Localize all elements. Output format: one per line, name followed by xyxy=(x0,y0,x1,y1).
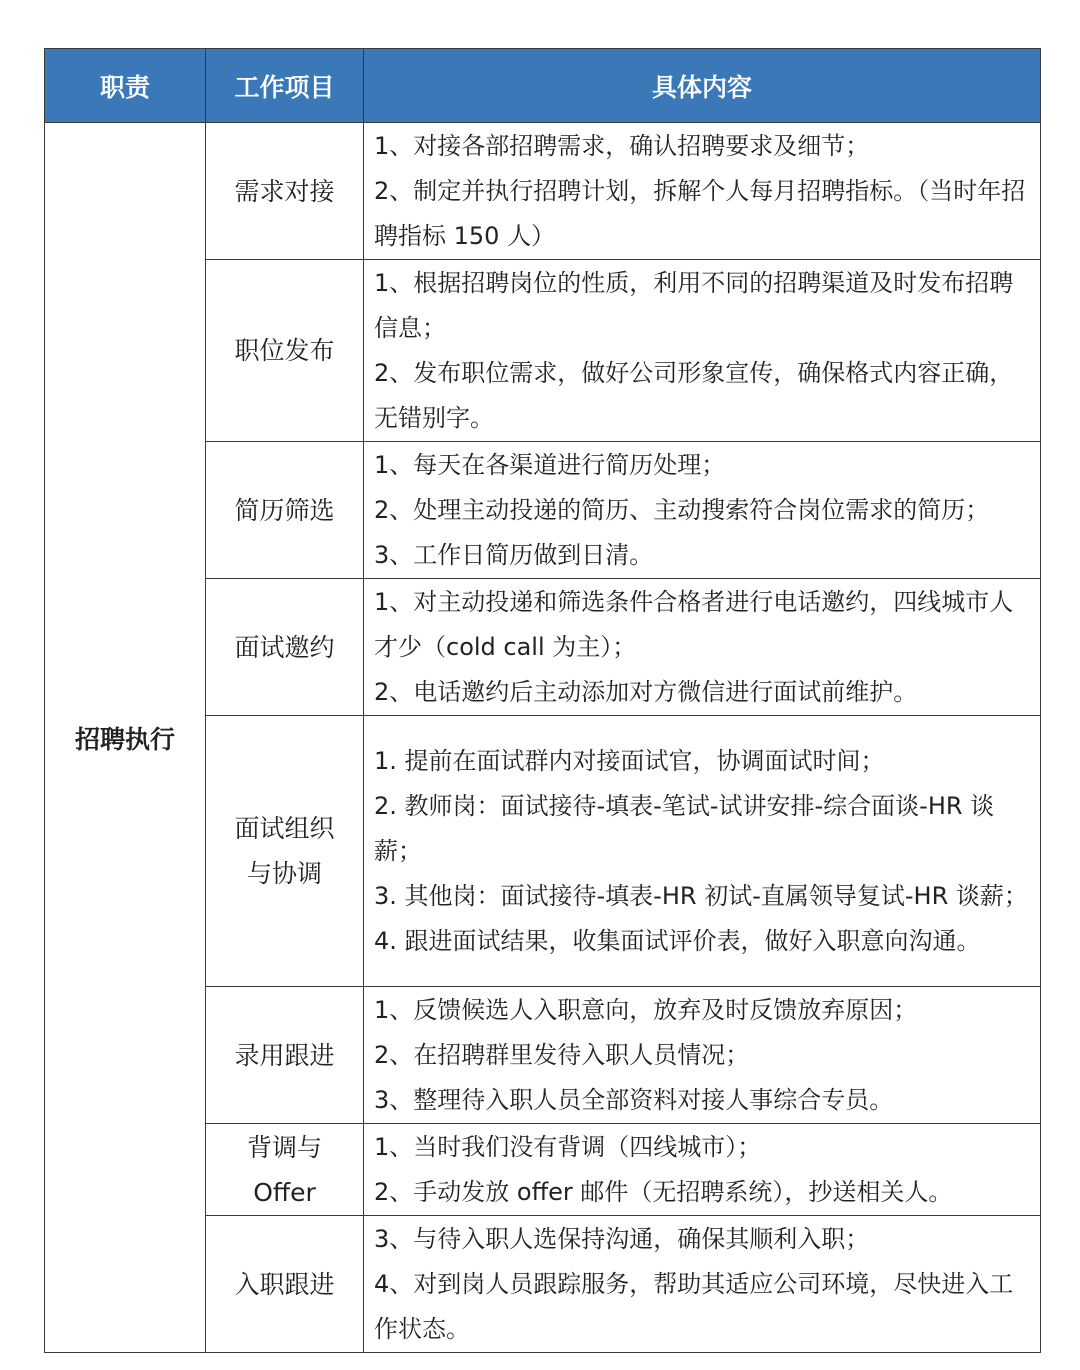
content-line: 2、电话邀约后主动添加对方微信进行面试前维护。 xyxy=(374,678,918,706)
work-item-label: 简历筛选 xyxy=(234,495,335,525)
content-line: 1、反馈候选人入职意向，放弃及时反馈放弃原因； xyxy=(374,996,918,1024)
content-line: 3、工作日简历做到日清。 xyxy=(374,541,654,569)
content-line: 2. 教师岗：面试接待-填表-笔试-试讲安排-综合面谈-HR 谈薪； xyxy=(374,792,995,865)
content-line: 3、整理待入职人员全部资料对接人事综合专员。 xyxy=(374,1086,894,1114)
content-line: 1、每天在各渠道进行简历处理； xyxy=(374,451,726,479)
work-item-cell xyxy=(206,123,364,260)
work-item-cell xyxy=(206,987,364,1124)
role-cell: 招聘执行 xyxy=(45,123,206,1353)
content-line: 1、对接各部招聘需求，确认招聘要求及细节； xyxy=(374,132,870,160)
work-item-label: 需求对接 xyxy=(234,176,335,206)
content-line: 1、当时我们没有背调（四线城市）； xyxy=(374,1133,762,1161)
work-item-cell xyxy=(206,716,364,987)
content-cell xyxy=(364,579,1041,716)
content-line: 3、与待入职人选保持沟通，确保其顺利入职； xyxy=(374,1225,870,1253)
work-item-cell xyxy=(206,260,364,442)
content-line: 2、在招聘群里发待入职人员情况； xyxy=(374,1041,750,1069)
header-item: 工作项目 xyxy=(206,49,364,123)
content-line: 2、处理主动投递的简历、主动搜索符合岗位需求的简历； xyxy=(374,496,990,524)
header-content: 具体内容 xyxy=(364,49,1041,123)
header-row xyxy=(45,49,1041,123)
content-cell xyxy=(364,987,1041,1124)
content-line: 1、对主动投递和筛选条件合格者进行电话邀约，四线城市人才少（cold call 为主）； xyxy=(374,588,1014,661)
work-item-cell xyxy=(206,1124,364,1216)
content-cell xyxy=(364,442,1041,579)
content-cell xyxy=(364,123,1041,260)
work-item-label: 职位发布 xyxy=(234,336,335,365)
content-line: 2、制定并执行招聘计划，拆解个人每月招聘指标。（当时年招聘指标 150 人） xyxy=(374,177,1026,250)
work-item-label: 入职跟进 xyxy=(234,1269,335,1299)
content-line: 3. 其他岗：面试接待-填表-HR 初试-直属领导复试-HR 谈薪； xyxy=(374,882,1028,910)
header-role: 职责 xyxy=(45,49,206,123)
work-item-label: 面试邀约 xyxy=(234,632,335,662)
content-line: 1、根据招聘岗位的性质，利用不同的招聘渠道及时发布招聘信息； xyxy=(374,269,1014,342)
table-row xyxy=(45,123,1041,260)
content-line: 4. 跟进面试结果，收集面试评价表，做好入职意向沟通。 xyxy=(374,927,981,955)
content-line: 2、发布职位需求，做好公司形象宣传，确保格式内容正确，无错别字。 xyxy=(374,359,1014,432)
work-item-label: 录用跟进 xyxy=(234,1040,335,1070)
content-cell xyxy=(364,260,1041,442)
content-cell xyxy=(364,1124,1041,1216)
content-line: 1. 提前在面试群内对接面试官，协调面试时间； xyxy=(374,747,885,775)
work-item-label: Offer xyxy=(253,1177,316,1207)
work-item-label: 与协调 xyxy=(246,859,322,888)
work-item-cell xyxy=(206,579,364,716)
content-cell xyxy=(364,716,1041,987)
content-line: 4、对到岗人员跟踪服务，帮助其适应公司环境，尽快进入工作状态。 xyxy=(374,1270,1014,1343)
content-line: 2、手动发放 offer 邮件（无招聘系统），抄送相关人。 xyxy=(374,1178,953,1206)
work-item-label: 面试组织 xyxy=(234,814,335,843)
work-item-label: 背调与 xyxy=(246,1132,322,1162)
work-item-cell xyxy=(206,442,364,579)
work-item-cell xyxy=(206,1216,364,1353)
content-cell xyxy=(364,1216,1041,1353)
responsibility-table xyxy=(44,48,1041,1353)
